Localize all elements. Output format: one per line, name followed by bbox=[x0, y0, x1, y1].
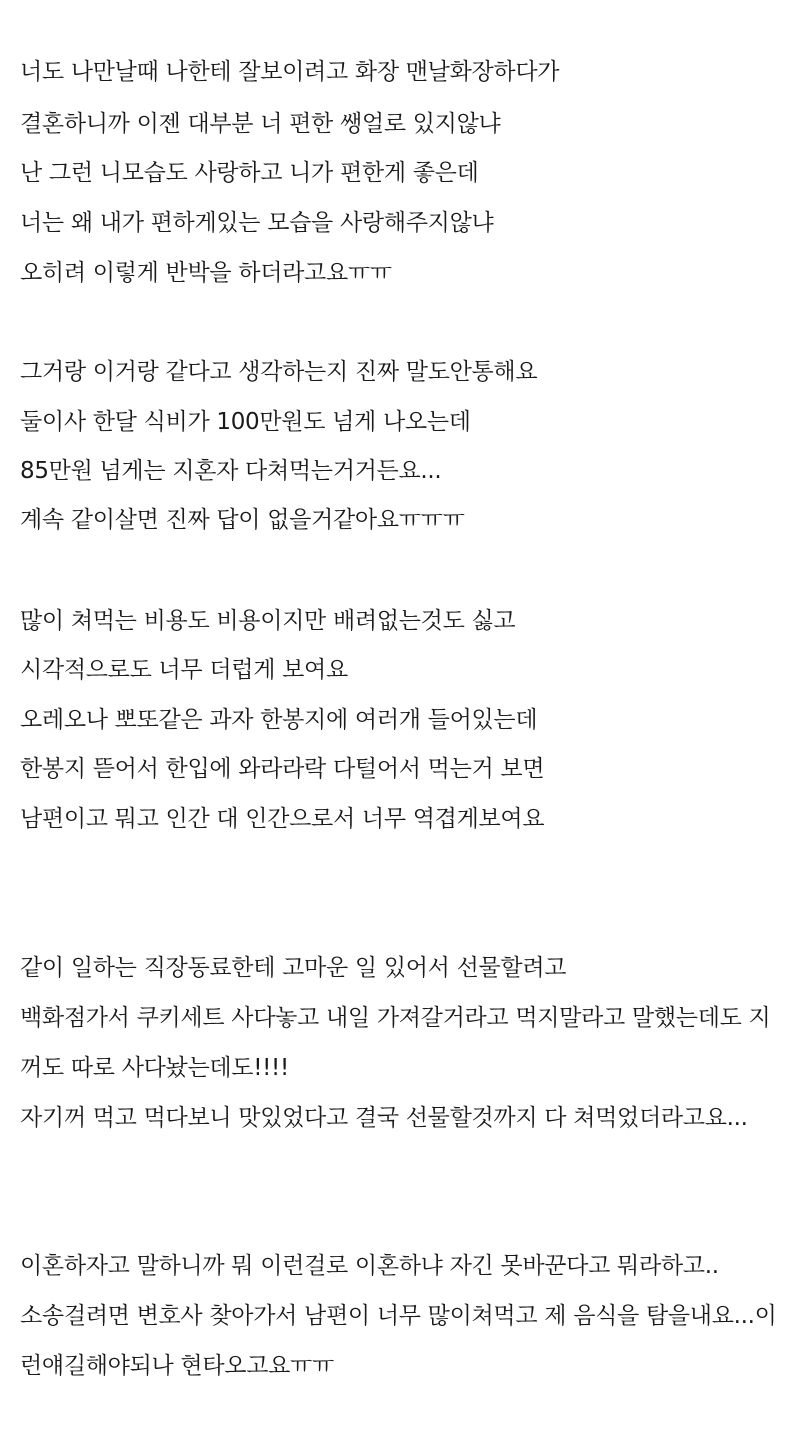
text-line: 이혼하자고 말하니까 뭐 이런걸로 이혼하냐 자긴 못바꾼다고 뭐라하고.. bbox=[20, 1253, 719, 1279]
text-line: 계속 같이살면 진짜 답이 없을거같아요ㅠㅠㅠ bbox=[20, 507, 465, 533]
text-line: 너는 왜 내가 편하게있는 모습을 사랑해주지않냐 bbox=[20, 210, 494, 236]
text-line: 시각적으로도 너무 더럽게 보여요 bbox=[20, 657, 348, 683]
text-line: 백화점가서 쿠키세트 사다놓고 내일 가져갈거라고 먹지말라고 말했는데도 지 bbox=[20, 1005, 771, 1031]
text-line: 같이 일하는 직장동료한테 고마운 일 있어서 선물할려고 bbox=[20, 955, 567, 981]
text-line: 85만원 넘게는 지혼자 다쳐먹는거거든요... bbox=[20, 458, 442, 484]
text-line: 결혼하니까 이젠 대부분 너 편한 쌩얼로 있지않냐 bbox=[20, 111, 501, 137]
text-line: 한봉지 뜯어서 한입에 와라라락 다털어서 먹는거 보면 bbox=[20, 756, 545, 782]
text-line: 너도 나만날때 나한테 잘보이려고 화장 맨날화장하다가 bbox=[20, 59, 560, 85]
text-line: 꺼도 따로 사다놨는데도!!!! bbox=[20, 1055, 289, 1081]
text-line: 오레오나 뽀또같은 과자 한봉지에 여러개 들어있는데 bbox=[20, 707, 538, 733]
text-line: 그거랑 이거랑 같다고 생각하는지 진짜 말도안통해요 bbox=[20, 359, 538, 385]
text-line: 런얘길해야되나 현타오고요ㅠㅠ bbox=[20, 1353, 334, 1379]
text-line: 자기꺼 먹고 먹다보니 맛있었다고 결국 선물할것까지 다 쳐먹었더라고요... bbox=[20, 1105, 748, 1131]
text-line: 오히려 이렇게 반박을 하더라고요ㅠㅠ bbox=[20, 260, 392, 286]
text-line: 둘이사 한달 식비가 100만원도 넘게 나오는데 bbox=[20, 409, 471, 435]
text-line: 남편이고 뭐고 인간 대 인간으로서 너무 역겹게보여요 bbox=[20, 806, 545, 832]
text-line: 난 그런 니모습도 사랑하고 니가 편한게 좋은데 bbox=[20, 160, 479, 186]
text-line: 소송걸려면 변호사 찾아가서 남편이 너무 많이쳐먹고 제 음식을 탐을내요...이 bbox=[20, 1303, 777, 1329]
text-line: 많이 쳐먹는 비용도 비용이지만 배려없는것도 싫고 bbox=[20, 608, 516, 634]
